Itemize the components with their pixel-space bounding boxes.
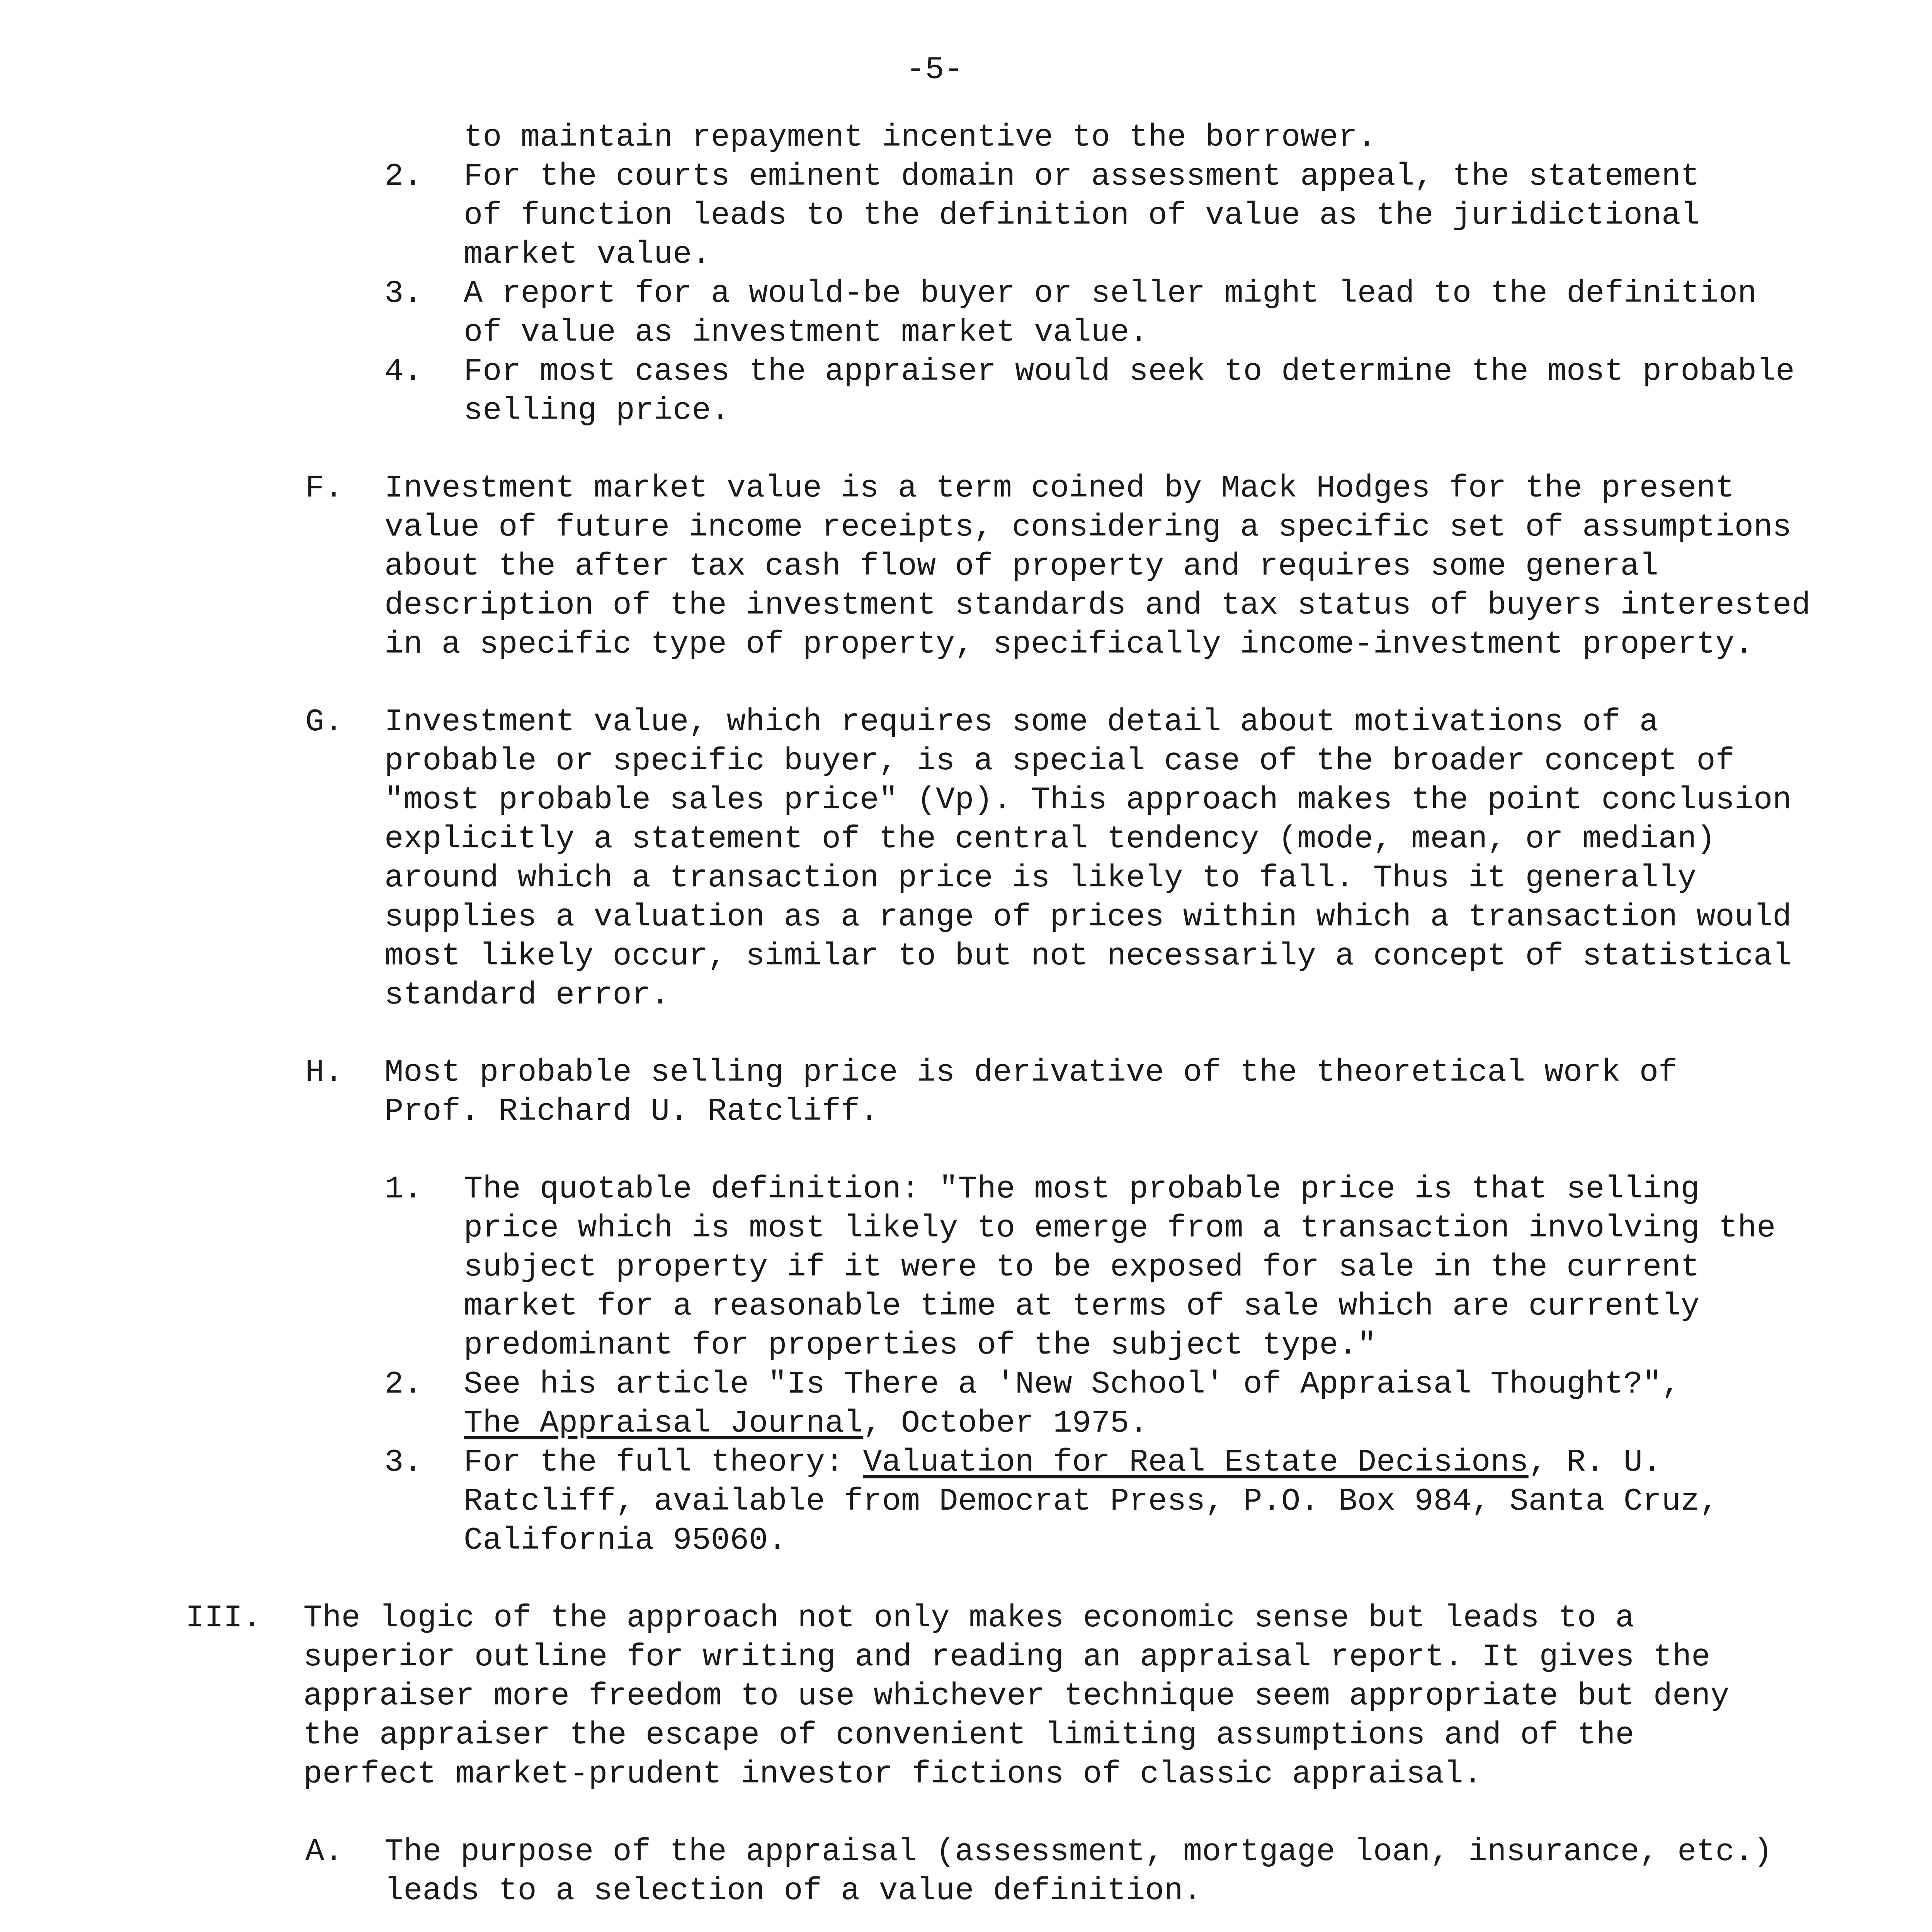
continuation-line bbox=[464, 118, 1376, 157]
list-item-4-line-1: For most cases the appraiser would seek to determine the most probable bbox=[464, 354, 1795, 389]
section-marker-f: F. bbox=[305, 470, 344, 506]
section-marker-g: G. bbox=[305, 704, 344, 740]
list-item-3 bbox=[464, 274, 1757, 352]
section-iii-line-3: appraiser more freedom to use whichever technique seem appropriate but deny bbox=[303, 1678, 1730, 1714]
h-item-marker-2: 2. bbox=[384, 1366, 423, 1402]
h-item-3-prefix: For the full theory: bbox=[464, 1444, 863, 1480]
section-f-line-1: Investment market value is a term coined by Mack Hodges for the present bbox=[384, 470, 1735, 506]
h-item-3-line-2: Ratcliff, available from Democrat Press, P.O. Box 984, Santa Cruz, bbox=[464, 1483, 1719, 1519]
section-f-line-2: value of future income receipts, considering a specific set of assumptions bbox=[384, 509, 1792, 545]
iii-subsection-a bbox=[384, 1832, 1772, 1910]
h-item-3 bbox=[464, 1443, 1719, 1560]
h-item-marker-3: 3. bbox=[384, 1444, 423, 1480]
h-item-2-line-1: See his article "Is There a 'New School' of Appraisal Thought?", bbox=[464, 1366, 1681, 1402]
h-item-1-line-2: price which is most likely to emerge from a transaction involving the bbox=[464, 1210, 1776, 1246]
h-item-2 bbox=[464, 1365, 1680, 1443]
section-f-line-5: in a specific type of property, specifically income-investment property. bbox=[384, 626, 1753, 662]
list-item-2-line-1: For the courts eminent domain or assessment appeal, the statement bbox=[464, 158, 1700, 194]
section-iii-line-4: the appraiser the escape of convenient limiting assumptions and of the bbox=[303, 1717, 1634, 1753]
iii-a-line-2: leads to a selection of a value definition. bbox=[384, 1873, 1202, 1909]
h-item-2-line-2 bbox=[464, 1404, 1680, 1443]
list-item-2 bbox=[464, 157, 1700, 274]
list-item-4-line-2: selling price. bbox=[464, 393, 730, 429]
journal-date: , October 1975. bbox=[863, 1405, 1148, 1441]
section-g-line-8: standard error. bbox=[384, 977, 670, 1013]
section-iii-line-2: superior outline for writing and reading an appraisal report. It gives the bbox=[303, 1639, 1711, 1675]
section-g-line-3: "most probable sales price" (Vp). This approach makes the point conclusion bbox=[384, 782, 1792, 818]
section-h-line-1: Most probable selling price is derivative of the theoretical work of bbox=[384, 1054, 1678, 1090]
list-item-3-line-2: of value as investment market value. bbox=[464, 315, 1148, 350]
list-item-2-line-2: of function leads to the definition of value as the juridictional bbox=[464, 197, 1700, 233]
journal-title: The Appraisal Journal bbox=[464, 1405, 863, 1441]
section-marker-h: H. bbox=[305, 1054, 344, 1090]
section-g-line-4: explicitly a statement of the central tendency (mode, mean, or median) bbox=[384, 821, 1716, 857]
section-f-line-4: description of the investment standards and tax status of buyers interested bbox=[384, 587, 1811, 623]
iii-marker-a: A. bbox=[305, 1834, 344, 1870]
list-marker-4: 4. bbox=[384, 354, 423, 389]
section-g-paragraph bbox=[384, 702, 1791, 1015]
section-h-line-2: Prof. Richard U. Ratcliff. bbox=[384, 1094, 879, 1129]
section-f-paragraph bbox=[384, 469, 1811, 664]
list-marker-2: 2. bbox=[384, 158, 423, 194]
h-item-1-line-1: The quotable definition: "The most probable price is that selling bbox=[464, 1171, 1700, 1207]
list-marker-3: 3. bbox=[384, 276, 423, 311]
section-g-line-2: probable or specific buyer, is a special case of the broader concept of bbox=[384, 743, 1735, 779]
h-item-1 bbox=[464, 1170, 1776, 1365]
iii-a-line-1: The purpose of the appraisal (assessment, mortgage loan, insurance, etc.) bbox=[384, 1834, 1773, 1870]
section-g-line-6: supplies a valuation as a range of prices within which a transaction would bbox=[384, 899, 1792, 935]
section-g-line-5: around which a transaction price is likely to fall. Thus it generally bbox=[384, 860, 1697, 896]
section-iii-line-1: The logic of the approach not only makes economic sense but leads to a bbox=[303, 1600, 1634, 1636]
section-g-line-1: Investment value, which requires some detail about motivations of a bbox=[384, 704, 1658, 740]
continuation-text: to maintain repayment incentive to the borrower. bbox=[464, 119, 1376, 155]
section-g-line-7: most likely occur, similar to but not necessarily a concept of statistical bbox=[384, 938, 1792, 974]
section-iii-line-5: perfect market-prudent investor fictions of classic appraisal. bbox=[303, 1756, 1482, 1792]
section-marker-iii: III. bbox=[185, 1600, 262, 1636]
h-item-marker-1: 1. bbox=[384, 1171, 423, 1207]
list-item-3-line-1: A report for a would-be buyer or seller might lead to the definition bbox=[464, 276, 1757, 311]
book-title: Valuation for Real Estate Decisions bbox=[863, 1444, 1529, 1480]
h-item-3-line-1 bbox=[464, 1443, 1719, 1482]
h-item-1-line-3: subject property if it were to be exposed for sale in the current bbox=[464, 1249, 1700, 1285]
h-item-1-line-5: predominant for properties of the subject type." bbox=[464, 1327, 1376, 1363]
section-iii-paragraph bbox=[303, 1599, 1730, 1794]
page-number: -5- bbox=[906, 52, 963, 88]
section-f-line-3: about the after tax cash flow of property and requires some general bbox=[384, 548, 1658, 584]
list-item-4 bbox=[464, 352, 1795, 430]
h-item-3-line-3: California 95060. bbox=[464, 1522, 787, 1558]
h-item-1-line-4: market for a reasonable time at terms of sale which are currently bbox=[464, 1288, 1700, 1324]
list-item-2-line-3: market value. bbox=[464, 236, 711, 272]
h-item-3-suffix: , R. U. bbox=[1528, 1444, 1662, 1480]
section-h-paragraph bbox=[384, 1053, 1677, 1131]
